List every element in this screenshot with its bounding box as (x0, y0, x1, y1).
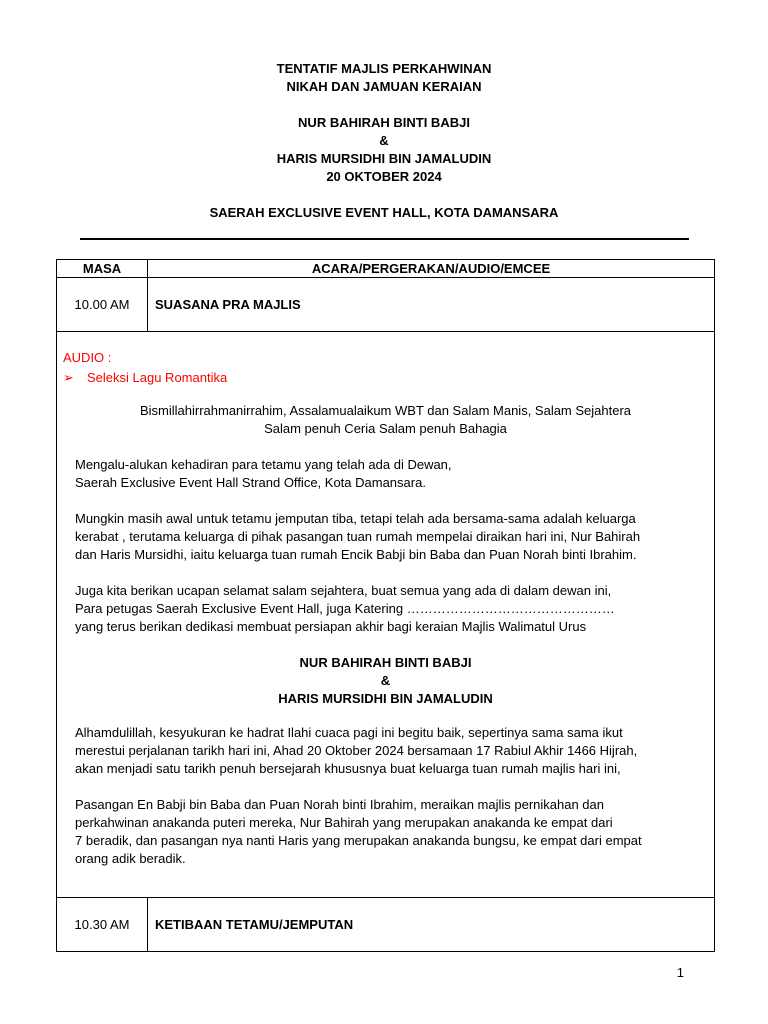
header-masa: MASA (57, 260, 148, 278)
couple-groom: HARIS MURSIDHI BIN JAMALUDIN (278, 691, 493, 706)
p1-line-1: Mengalu-alukan kehadiran para tetamu yang telah ada di Dewan, (75, 457, 452, 472)
couple-ampersand: & (380, 673, 391, 688)
paragraph-5 (75, 796, 706, 868)
row-time: 10.00 AM (57, 278, 148, 332)
page-number: 1 (676, 965, 684, 980)
p5-line-4: orang adik beradik. (75, 851, 186, 866)
p3-line-3: yang terus berikan dedikasi membuat persiapan akhir bagi keraian Majlis Walimatul Urus (75, 619, 587, 634)
p2-line-1: Mungkin masih awal untuk tetamu jemputan tiba, tetapi telah ada bersama-sama adalah keluarga (75, 511, 636, 526)
p2-line-2: kerabat , terutama keluarga di pihak pasangan tuan rumah mempelai diraikan hari ini, Nur Bahirah (75, 529, 641, 544)
audio-label: AUDIO : (63, 350, 112, 365)
title-line-2: NIKAH DAN JAMUAN KERAIAN (286, 79, 482, 94)
paragraph-1 (75, 456, 706, 492)
p5-line-3: 7 beradik, dan pasangan nya nanti Haris yang merupakan anakanda bungsu, ke empat dari empat (75, 833, 642, 848)
couple-names (57, 654, 714, 708)
greeting (57, 402, 714, 438)
table-header-row (57, 260, 715, 278)
p2-line-3: dan Haris Mursidhi, iaitu keluarga tuan rumah Encik Babji bin Baba dan Puan Norah binti Ibrahim. (75, 547, 637, 562)
p5-line-2: perkahwinan anakanda puteri mereka, Nur Bahirah yang merupakan anakanda ke empat dari (75, 815, 613, 830)
greeting-line-1: Bismillahirrahmanirrahim, Assalamualaikum WBT dan Salam Manis, Salam Sejahtera (139, 403, 632, 418)
audio-item-text: Seleksi Lagu Romantika (87, 370, 228, 385)
p3-line-1: Juga kita berikan ucapan selamat salam sejahtera, buat semua yang ada di dalam dewan ini, (75, 583, 612, 598)
p4-line-1: Alhamdulillah, kesyukuran ke hadrat Ilahi cuaca pagi ini begitu baik, sepertinya sama sama ikut (75, 725, 623, 740)
p3-line-2: Para petugas Saerah Exclusive Event Hall, juga Katering ………………………………………… (75, 601, 615, 616)
greeting-line-2: Salam penuh Ceria Salam penuh Bahagia (264, 421, 507, 436)
paragraph-4 (75, 724, 706, 778)
header-divider (80, 238, 689, 240)
couple-bride: NUR BAHIRAH BINTI BABJI (299, 655, 472, 670)
table-row (57, 898, 715, 952)
paragraph-3 (75, 582, 706, 636)
arrow-bullet-icon: ➢ (63, 370, 74, 385)
p1-line-2: Saerah Exclusive Event Hall Strand Office, Kota Damansara. (75, 475, 426, 490)
paragraph-2 (75, 510, 706, 564)
emcee-script (57, 332, 715, 898)
audio-block (63, 348, 714, 388)
table-row (57, 278, 715, 332)
p4-line-3: akan menjadi satu tarikh penuh bersejarah khususnya buat keluarga tuan rumah majlis hari ini, (75, 761, 621, 776)
document-header (0, 60, 768, 222)
p5-line-1: Pasangan En Babji bin Baba dan Puan Norah binti Ibrahim, meraikan majlis pernikahan dan (75, 797, 604, 812)
bride-name: NUR BAHIRAH BINTI BABJI (298, 115, 470, 130)
event-date: 20 OKTOBER 2024 (326, 169, 442, 184)
schedule-table (56, 259, 715, 952)
row-time: 10.30 AM (57, 898, 148, 952)
groom-name: HARIS MURSIDHI BIN JAMALUDIN (276, 151, 492, 166)
event-venue: SAERAH EXCLUSIVE EVENT HALL, KOTA DAMANSARA (209, 205, 559, 220)
header-acara: ACARA/PERGERAKAN/AUDIO/EMCEE (148, 260, 715, 278)
row-event: SUASANA PRA MAJLIS (148, 278, 715, 332)
audio-item (63, 368, 714, 388)
ampersand: & (379, 133, 389, 148)
row-event: KETIBAAN TETAMU/JEMPUTAN (148, 898, 715, 952)
p4-line-2: merestui perjalanan tarikh hari ini, Ahad 20 Oktober 2024 bersamaan 17 Rabiul Akhir 1466 Hijrah, (75, 743, 638, 758)
script-row (57, 332, 715, 898)
title-line-1: TENTATIF MAJLIS PERKAHWINAN (276, 61, 492, 76)
